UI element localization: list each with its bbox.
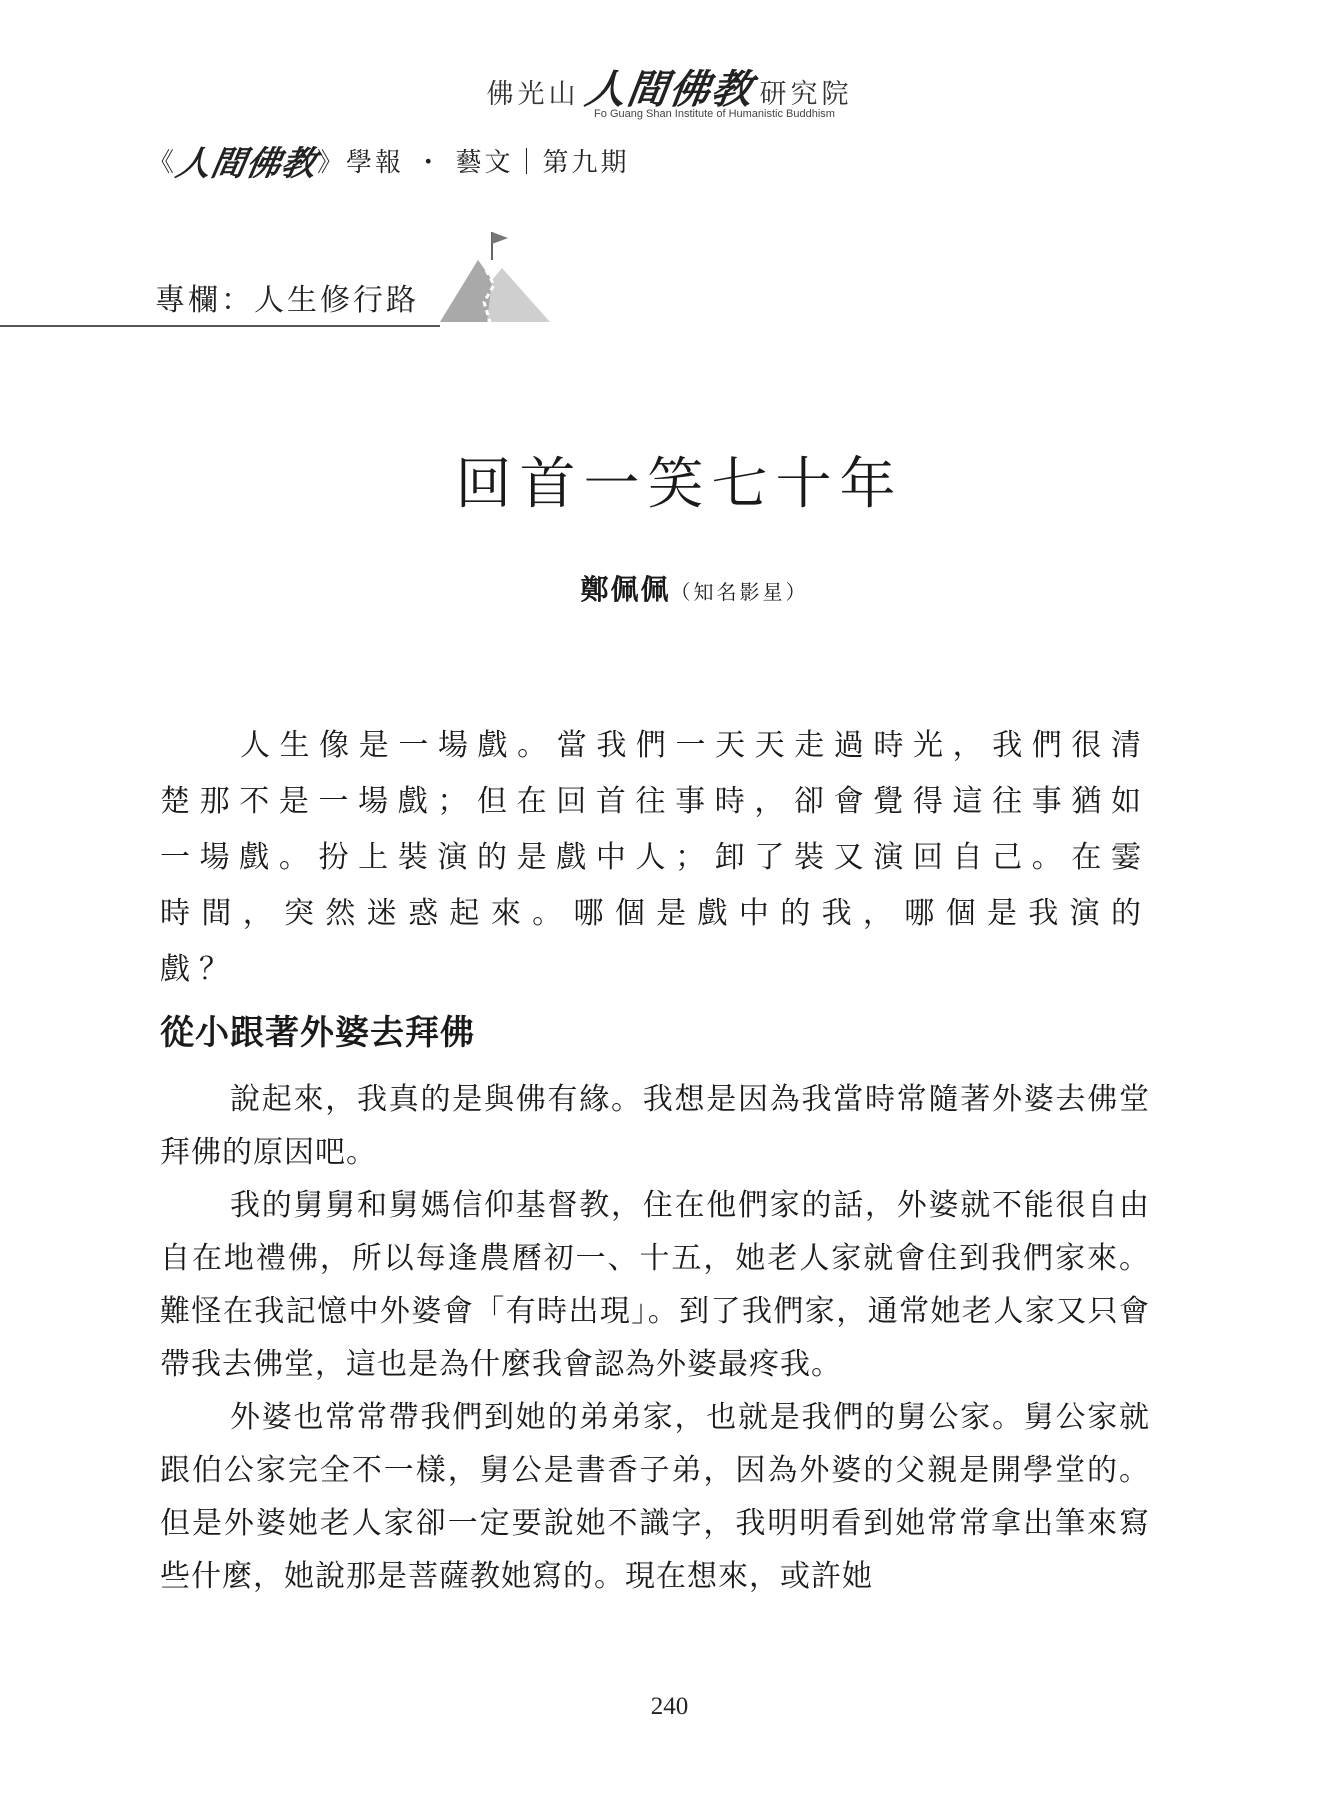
institute-header <box>0 58 1339 115</box>
journal-issue: 》學報 ・ 藝文｜第九期 <box>317 148 630 178</box>
intro-paragraph: 人生像是一場戲。當我們一天天走過時光，我們很清楚那不是一場戲；但在回首往事時，卻會覺得這往事猶如一場戲。扮上裝演的是戲中人；卸了裝又演回自己。在霎時間，突然迷惑起來。哪個是戲中的我，哪個是我演的戲？ <box>160 728 1150 987</box>
section-heading: 從小跟著外婆去拜佛 <box>160 1013 475 1053</box>
article-intro <box>160 718 1150 998</box>
journal-brush-name: 人間佛教 <box>172 144 320 184</box>
institute-name-left: 佛光山 <box>486 79 580 110</box>
article-title: 回首一笑七十年 <box>455 452 904 517</box>
mountain-flag-icon <box>440 230 550 330</box>
author-note: （知名影星） <box>670 580 809 604</box>
institute-name-right: 研究院 <box>759 79 853 110</box>
institute-name <box>487 58 853 115</box>
page-number: 240 <box>650 1693 689 1720</box>
article-body <box>160 1073 1150 1603</box>
body-paragraph: 外婆也常常帶我們到她的弟弟家，也就是我們的舅公家。舅公家就跟伯公家完全不一樣，舅公是書香子弟，因為外婆的父親是開學堂的。但是外婆她老人家卻一定要說她不識字，我明明看到她常常拿出筆來寫些什麼，她說那是菩薩教她寫的。現在想來，或許她 <box>160 1400 1150 1594</box>
journal-title <box>148 136 630 185</box>
article-byline <box>0 568 1339 608</box>
author-name: 鄭佩佩 <box>580 573 671 606</box>
body-paragraph: 說起來，我真的是與佛有緣。我想是因為我當時常隨著外婆去佛堂拜佛的原因吧。 <box>160 1082 1150 1170</box>
column-label: 專欄：人生修行路 <box>155 283 419 318</box>
body-paragraph: 我的舅舅和舅媽信仰基督教，住在他們家的話，外婆就不能很自由自在地禮佛，所以每逢農曆初一、十五，她老人家就會住到我們家來。難怪在我記憶中外婆會「有時出現」。到了我們家，通常她老人家又只會帶我去佛堂，這也是為什麼我會認為外婆最疼我。 <box>160 1188 1150 1382</box>
institute-logo-text: 人間佛教 <box>581 67 757 113</box>
institute-english-name: Fo Guang Shan Institute of Humanistic Buddhism <box>594 108 835 120</box>
column-divider <box>0 325 440 327</box>
journal-open-bracket: 《 <box>148 148 178 178</box>
